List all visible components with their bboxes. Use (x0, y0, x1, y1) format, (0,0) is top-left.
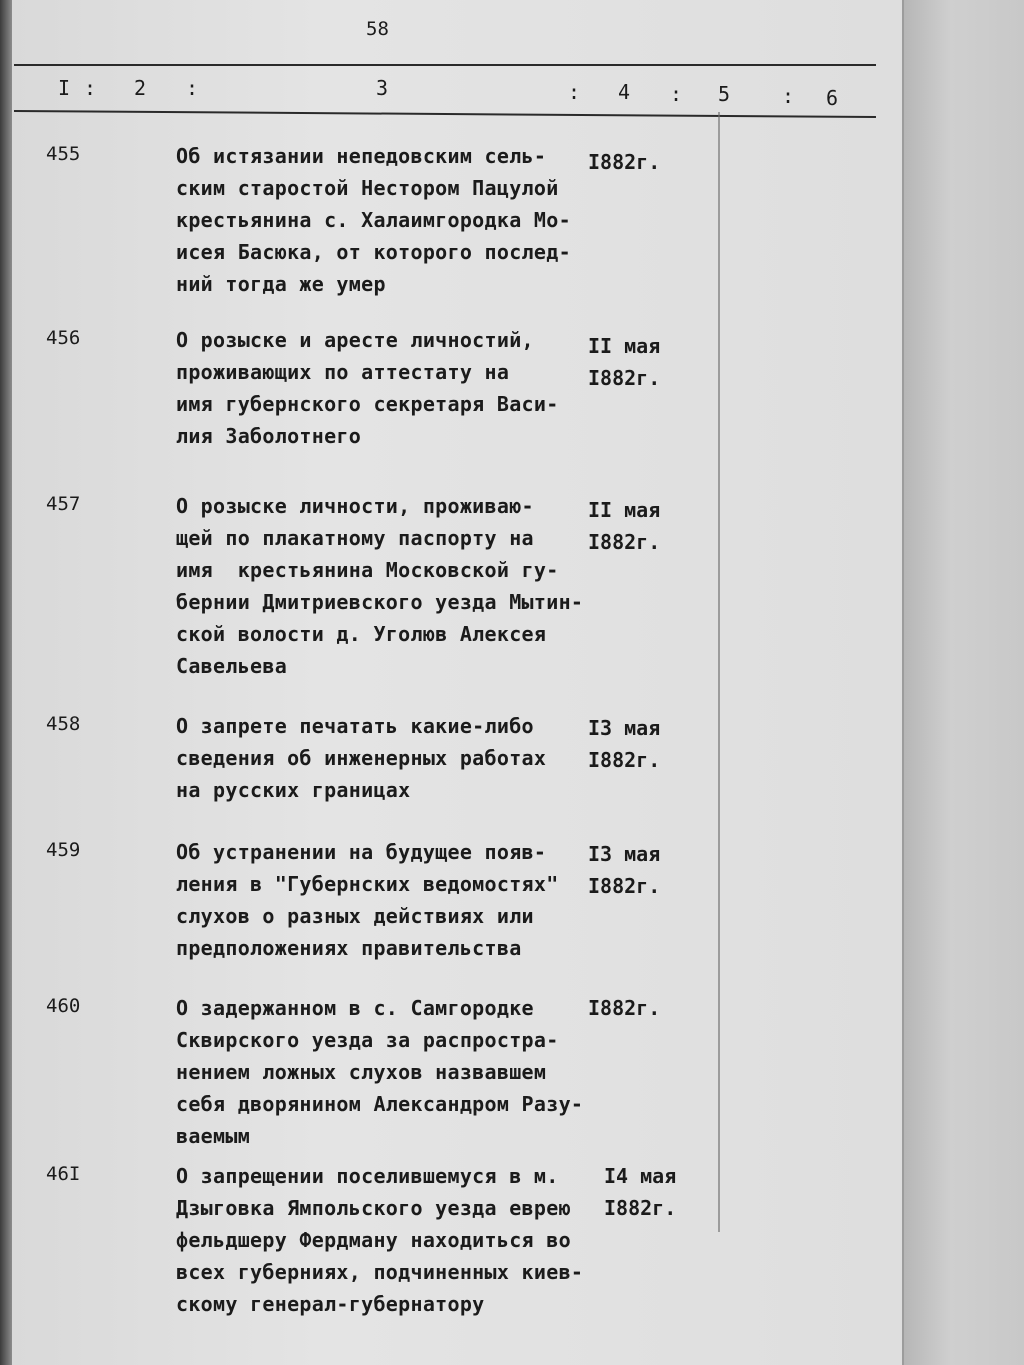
column-separator: : (84, 76, 97, 100)
entry-description: О розыске личности, проживаю- щей по плакатному паспорту на имя крестьянина Московской гу- бернии Дмитриевского уезда Мытин- ской волости д. Уголюв Алексея Савельева (176, 494, 584, 678)
page-number: 58 (366, 18, 389, 40)
entry-date: I3 мая I882г. (588, 842, 661, 898)
column-separator: : (670, 82, 683, 106)
entry-date: II мая I882г. (588, 334, 661, 390)
entry-description: О запрете печатать какие-либо сведения об инженерных работах на русских границах (176, 714, 547, 802)
entry-number: 458 (46, 713, 81, 735)
entry-number: 459 (46, 839, 81, 861)
entry-description: О запрещении поселившемуся в м. Дзыговка Ямпольского уезда еврею фельдшеру Фердману находиться во всех губерниях, подчиненных киев- скому генерал-губернатору (176, 1164, 584, 1316)
column-separator: : (186, 76, 199, 100)
entry-date: II мая I882г. (588, 498, 661, 554)
entry-number: 457 (46, 493, 81, 515)
column-number-5: 5 (718, 82, 731, 106)
column-number-3: 3 (376, 76, 389, 100)
header-top-rule (14, 64, 876, 66)
column-separator: : (782, 84, 795, 108)
entry-description: О розыске и аресте личностий, проживающих по аттестату на имя губернского секретаря Васи- лия Заболотнего (176, 328, 559, 448)
entry-date: I4 мая I882г. (604, 1164, 677, 1220)
entry-number: 46I (46, 1163, 81, 1185)
column-number-2: 2 (134, 76, 147, 100)
entry-description: О задержанном в с. Самгородке Сквирского уезда за распростра- нением ложных слухов назвавшем себя дворянином Александром Разу- ваемым (176, 996, 584, 1148)
column-divider (718, 112, 720, 1232)
entry-number: 455 (46, 143, 81, 165)
entry-number: 456 (46, 327, 81, 349)
column-separator: : (568, 80, 581, 104)
column-number-6: 6 (826, 86, 839, 110)
entry-date: I3 мая I882г. (588, 716, 661, 772)
column-number-4: 4 (618, 80, 631, 104)
column-number-1: I (58, 76, 71, 100)
entry-date: I882г. (588, 150, 661, 174)
facing-page-edge (902, 0, 1024, 1365)
entry-number: 460 (46, 995, 81, 1017)
entry-description: Об истязании непедовским сель- ским старостой Нестором Пацулой крестьянина с. Халаимгородка Мо- исея Басюка, от которого послед- ний тогда же умер (176, 144, 571, 296)
entry-date: I882г. (588, 996, 661, 1020)
entry-description: Об устранении на будущее появ- ления в "Губернских ведомостях" слухов о разных действиях или предположениях правительства (176, 840, 559, 960)
